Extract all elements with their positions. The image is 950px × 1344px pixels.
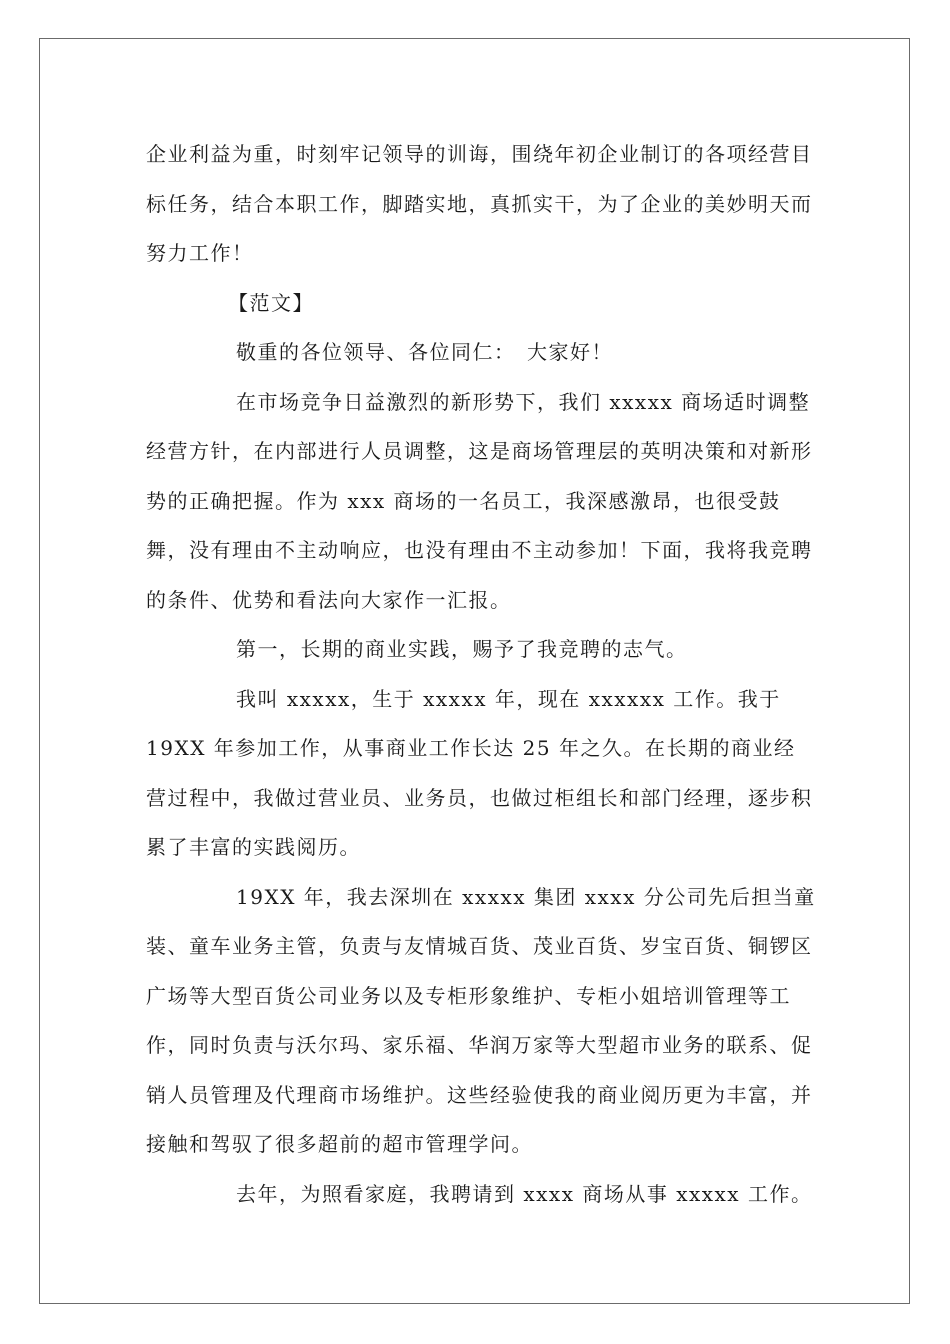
paragraph-market: 在市场竞争日益激烈的新形势下，我们 xxxxx 商场适时调整经营方针，在内部进行人员调整，这是商场管理层的英明决策和对新形势的正确把握。作为 xxx 商场的一名员工，我深感激昂，也很受鼓舞，没有理由不主动响应，也没有理由不主动参加！下面，我将我竞聘的条件、优势和看法向大家作一汇报。 [146, 389, 813, 612]
paragraph-intro: 企业利益为重，时刻牢记领导的训诲，围绕年初企业制订的各项经营目标任务，结合本职工作，脚踏实地，真抓实干，为了企业的美妙明天而努力工作！ [146, 142, 813, 265]
document-body [146, 130, 816, 1219]
paragraph-last-year: 去年，为照看家庭，我聘请到 xxxx 商场从事 xxxxx 工作。 [236, 1181, 813, 1206]
paragraph-shenzhen: 19XX 年，我去深圳在 xxxxx 集团 xxxx 分公司先后担当童装、童车业务主管，负责与友情城百货、茂业百货、岁宝百货、铜锣区广场等大型百货公司业务以及专柜形象维护、专柜小姐培训管理等工作，同时负责与沃尔玛、家乐福、华润万家等大型超市业务的联系、促销人员管理及代理商市场维护。这些经验使我的商业阅历更为丰富，并接触和驾驭了很多超前的超市管理学问。 [146, 884, 816, 1156]
paragraph-point-one: 第一，长期的商业实践，赐予了我竞聘的志气。 [236, 637, 688, 661]
paragraph-self-intro: 我叫 xxxxx，生于 xxxxx 年，现在 xxxxxx 工作。我于 19XX 年参加工作，从事商业工作长达 25 年之久。在长期的商业经营过程中，我做过营业员、业务员，也做过柜组长和部门经理，逐步积累了丰富的实践阅历。 [146, 686, 813, 859]
greeting-line: 敬重的各位领导、各位同仁： 大家好！ [236, 340, 613, 364]
section-heading: 【范文】 [228, 290, 314, 315]
